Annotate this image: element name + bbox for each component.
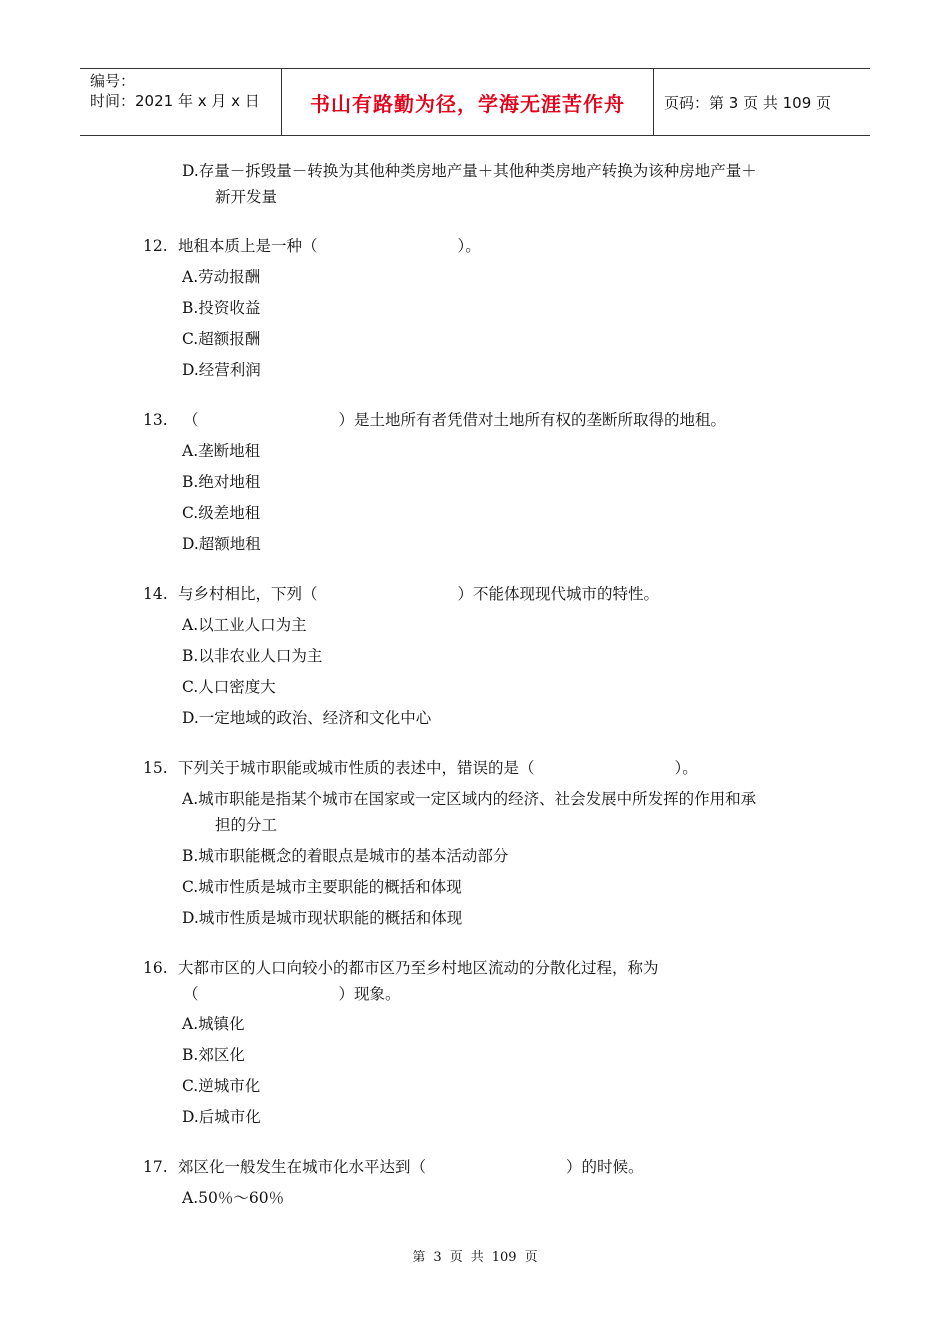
footer-ye2: 页 [524,1250,538,1265]
page-footer [0,1246,950,1265]
option-a-line2: 担的分工 [215,816,278,834]
option-d: D.城市性质是城市现状职能的概括和体现 [182,909,463,927]
option-a: A.以工业人口为主 [182,616,307,634]
header-left-cell [80,69,282,135]
footer-total-pages: 109 [491,1250,517,1265]
question-stem-line2 [183,983,401,1005]
option-b: B.投资收益 [182,299,261,317]
option-d: D.后城市化 [182,1108,261,1126]
question-number: 12. [143,237,168,255]
option-d: D.一定地域的政治、经济和文化中心 [182,709,432,727]
stem-text: 地租本质上是一种（ [178,237,318,255]
prev-option-d-line2: 新开发量 [215,188,278,206]
header-motto: 书山有路勤为径，学海无涯苦作舟 [282,69,654,135]
option-d: D.超额地租 [182,535,261,553]
stem-text: （ [183,985,199,1003]
stem-text: 郊区化一般发生在城市化水平达到（ [178,1158,427,1176]
option-b: B.以非农业人口为主 [182,647,323,665]
footer-di: 第 [412,1250,426,1265]
stem-text: （ [183,411,199,429]
option-c: C.超额报酬 [182,330,261,348]
option-a: A.垄断地租 [182,442,261,460]
stem-text: ）。 [674,759,698,777]
footer-ye: 页 [449,1250,463,1265]
option-c: C.城市性质是城市主要职能的概括和体现 [182,878,462,896]
option-b: B.绝对地租 [182,473,261,491]
stem-text: ）不能体现现代城市的特性。 [457,585,660,603]
question-number: 15. [143,759,168,777]
header-page-info: 页码：第 3 页 共 109 页 [664,93,832,112]
date-label: 时间：2021 年 x 月 x 日 [90,92,260,110]
question-stem [178,235,481,257]
question-stem [178,1156,644,1178]
option-c: C.级差地租 [182,504,261,522]
question-number: 13. [143,411,168,429]
stem-text: 与乡村相比，下列（ [178,585,318,603]
stem-text: ）是土地所有者凭借对土地所有权的垄断所取得的地租。 [338,411,727,429]
option-b: B.城市职能概念的着眼点是城市的基本活动部分 [182,847,509,865]
option-a: A.城镇化 [182,1015,245,1033]
footer-gong: 共 [470,1250,484,1265]
question-number: 16. [143,959,168,977]
page-header [80,68,870,136]
footer-page-number: 3 [433,1250,442,1265]
option-c: C.逆城市化 [182,1077,261,1095]
question-stem-line1: 大都市区的人口向较小的都市区乃至乡村地区流动的分散化过程，称为 [178,959,659,977]
serial-label: 编号： [90,72,136,90]
question-stem [178,757,698,779]
question-stem [178,583,659,605]
stem-text: ）。 [457,237,481,255]
option-c: C.人口密度大 [182,678,276,696]
stem-text: ）的时候。 [566,1158,644,1176]
option-a: A.劳动报酬 [182,268,261,286]
stem-text: ）现象。 [338,985,401,1003]
option-d: D.经营利润 [182,361,261,379]
stem-text: 下列关于城市职能或城市性质的表述中，错误的是（ [178,759,535,777]
prev-option-d-line1: D.存量－拆毁量－转换为其他种类房地产量＋其他种类房地产转换为该种房地产量＋ [182,162,757,180]
option-b: B.郊区化 [182,1046,245,1064]
option-a: A.50％～60％ [182,1189,285,1207]
option-a-line1: A.城市职能是指某个城市在国家或一定区域内的经济、社会发展中所发挥的作用和承 [182,790,757,808]
question-number: 14. [143,585,168,603]
question-number: 17. [143,1158,168,1176]
question-stem [183,409,726,431]
